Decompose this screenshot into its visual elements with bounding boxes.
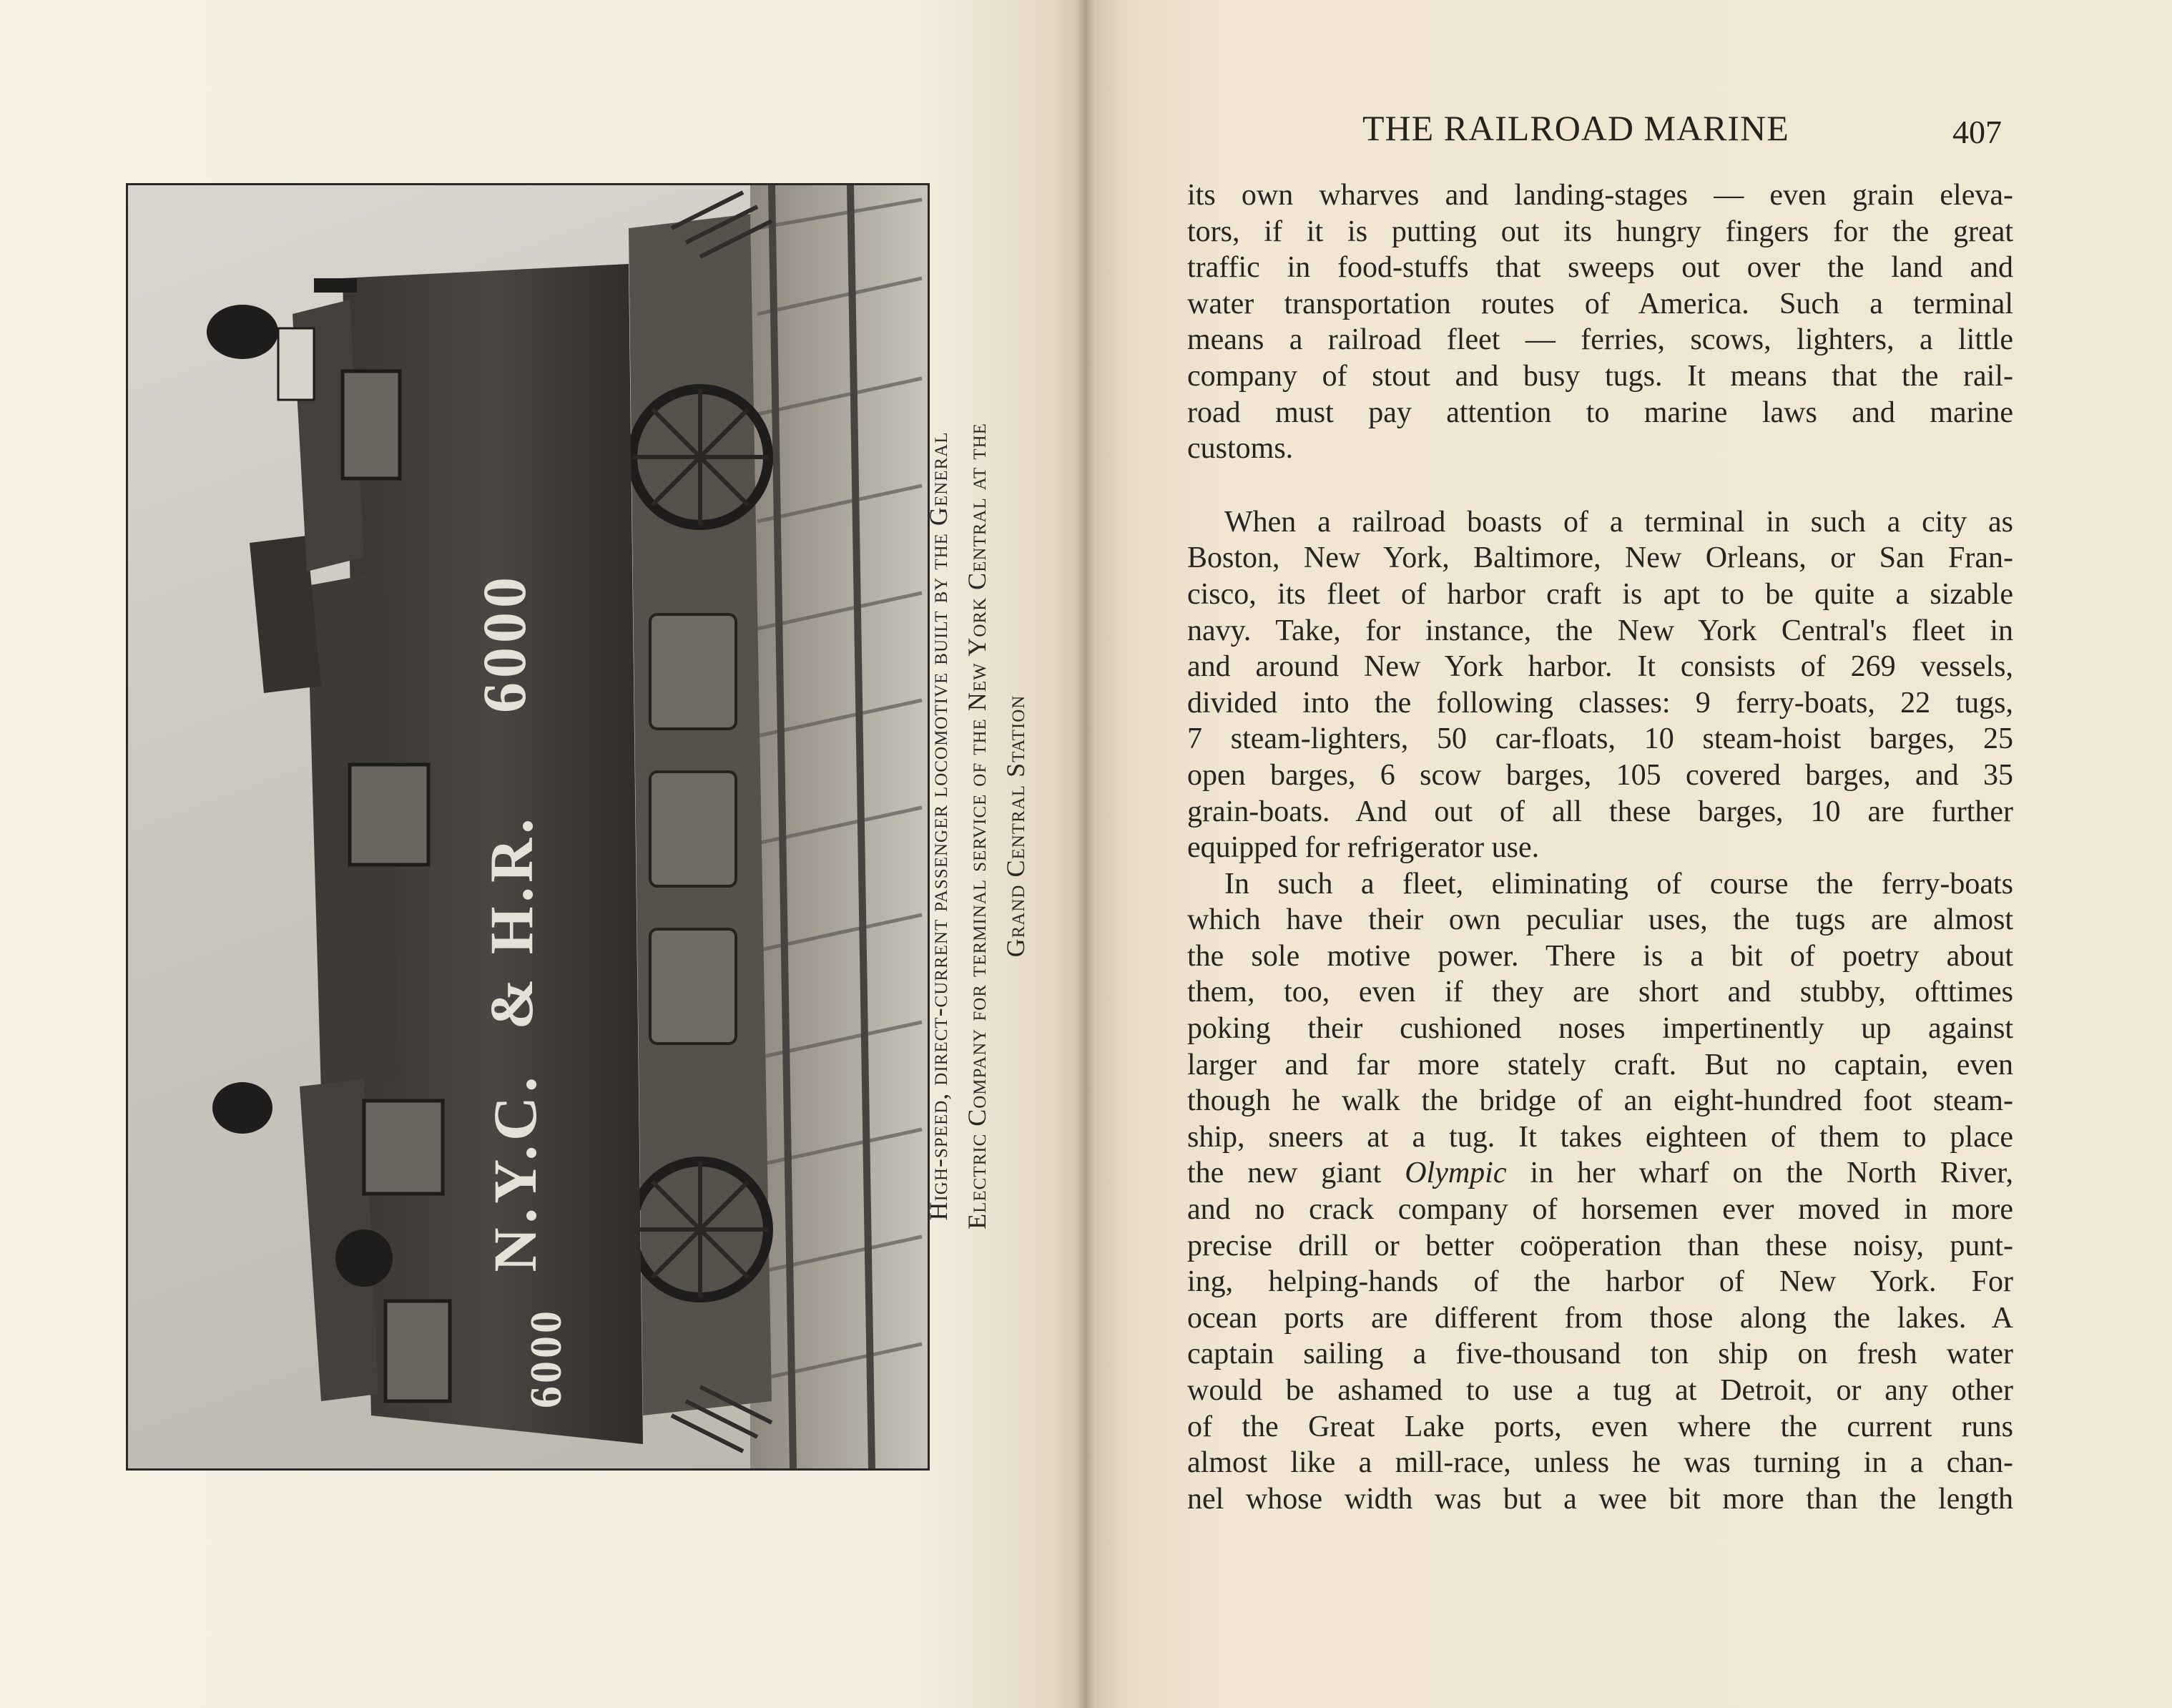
text-line: road must pay attention to marine laws and marine [1187, 396, 2013, 429]
text-line: equipped for refrigerator use. [1187, 831, 1540, 865]
text-line: tors, if it is putting out its hungry fingers for the great [1187, 215, 2013, 248]
page-number: 407 [1952, 114, 2002, 150]
text-line: nel whose width was but a wee bit more than the length [1187, 1482, 2013, 1516]
text-line: open barges, 6 scow barges, 105 covered barges, and 35 [1187, 758, 2013, 792]
text-line: divided into the following classes: 9 ferry-boats, 22 tugs, [1187, 686, 2013, 720]
text-line: ocean ports are different from those along the lakes. A [1187, 1301, 2013, 1335]
end-number: 6000 [522, 1308, 571, 1408]
text-line: and around New York harbor. It consists of 269 vessels, [1187, 650, 2013, 684]
plate-caption [919, 290, 1033, 1363]
book-gutter [1077, 0, 1094, 1708]
text-line: traffic in food-stuffs that sweeps out over the land and [1187, 251, 2013, 285]
running-head: THE RAILROAD MARINE [1362, 108, 1789, 148]
road-name-a: N.Y.C. [481, 1072, 549, 1272]
caption-line-3: Grand Central Station [1001, 695, 1030, 958]
text-line: grain-boats. And out of all these barges, 10 are further [1187, 795, 2013, 828]
paragraph-1 [1187, 177, 2013, 467]
text-line: would be ashamed to use a tug at Detroit, or any other [1187, 1374, 2013, 1407]
text-line: navy. Take, for instance, the New York Central's fleet in [1187, 614, 2013, 647]
paragraph-2 [1187, 504, 2013, 866]
text-line: 7 steam-lighters, 50 car-floats, 10 steam-hoist barges, 25 [1187, 722, 2013, 756]
paragraph-3 [1187, 866, 2013, 1518]
text-line: though he walk the bridge of an eight-hundred foot steam- [1187, 1084, 2013, 1118]
text-line: captain sailing a five-thousand ton ship on fresh water [1187, 1338, 2013, 1371]
text-line: water transportation routes of America. Such a terminal [1187, 287, 2013, 320]
text-line: ship, sneers at a tug. It takes eighteen of them to place [1187, 1120, 2013, 1154]
text-line: cisco, its fleet of harbor craft is apt to be quite a sizable [1187, 577, 2013, 611]
locomotive-illustration [128, 185, 928, 1468]
road-name-b: & H.R. [477, 814, 546, 1030]
text-line: means a railroad fleet — ferries, scows, lighters, a little [1187, 323, 2013, 357]
text-line: precise drill or better coöperation than these noisy, punt- [1187, 1229, 2013, 1262]
text-line: company of stout and busy tugs. It means that the rail- [1187, 359, 2013, 393]
text-line: customs. [1187, 432, 1294, 466]
text-line: which have their own peculiar uses, the tugs are almost [1187, 903, 2013, 937]
text-line: ing, helping-hands of the harbor of New York. For [1187, 1265, 2013, 1299]
locomotive-plate [126, 183, 930, 1471]
caption-line-2: Electric Company for terminal service of the New York Central at the [963, 423, 991, 1230]
text-line: the sole motive power. There is a bit of poetry about [1187, 939, 2013, 973]
text-line: larger and far more stately craft. But no captain, even [1187, 1048, 2013, 1081]
text-line: and no crack company of horsemen ever moved in more [1187, 1193, 2013, 1227]
text-line: them, too, even if they are short and stubby, ofttimes [1187, 976, 2013, 1009]
text-line: almost like a mill-race, unless he was turning in a chan- [1187, 1446, 2013, 1480]
text-line: Boston, New York, Baltimore, New Orleans, or San Fran- [1187, 541, 2013, 575]
text-line: When a railroad boasts of a terminal in such a city as [1224, 505, 2013, 539]
text-line: of the Great Lake ports, even where the current runs [1187, 1410, 2013, 1443]
caption-line-1: High-speed, direct-current passenger locomotive built by the General [924, 431, 953, 1221]
text-line: its own wharves and landing-stages — even grain eleva- [1187, 179, 2013, 212]
text-line: In such a fleet, eliminating of course the ferry-boats [1224, 867, 2013, 900]
text-line: poking their cushioned noses impertinently up against [1187, 1012, 2013, 1046]
cab-number: 6000 [470, 573, 539, 713]
text-line: the new giant Olympic in her wharf on the North River, [1187, 1157, 2014, 1190]
body-text [1187, 177, 2013, 1517]
